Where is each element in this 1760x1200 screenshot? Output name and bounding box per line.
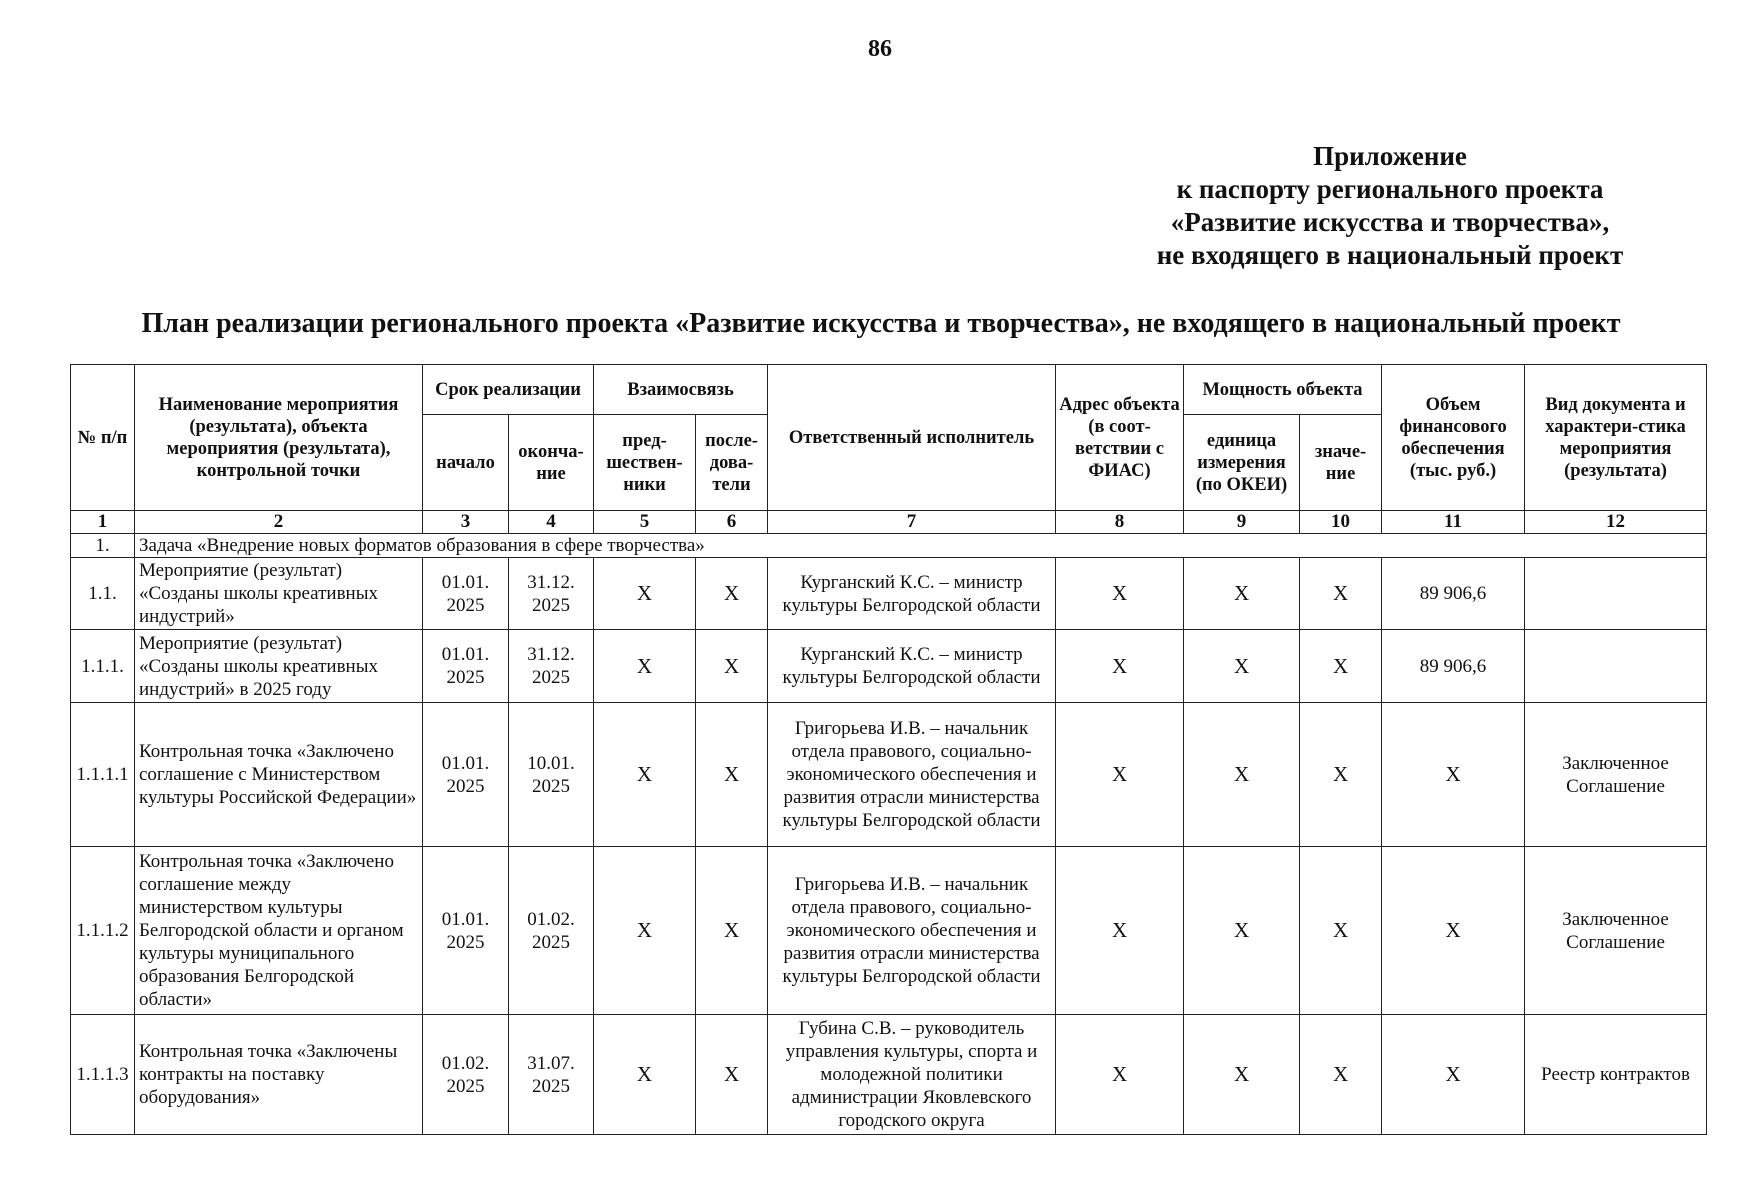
row-finance: 89 906,6 — [1382, 558, 1525, 630]
table-row — [71, 558, 1707, 630]
header-term-end: оконча-ние — [509, 415, 594, 511]
row-unit: X — [1184, 1015, 1300, 1135]
column-number-row — [71, 511, 1707, 534]
appendix-line: к паспорту регионального проекта — [1176, 174, 1604, 204]
row-next: X — [696, 1015, 768, 1135]
header-name: Наименование мероприятия (результата), объекта мероприятия (результата), контрольной точки — [135, 365, 423, 511]
task-num: 1. — [71, 534, 135, 558]
row-prev: X — [594, 630, 696, 703]
row-doc: Реестр контрактов — [1525, 1015, 1707, 1135]
row-end: 31.12. 2025 — [509, 630, 594, 703]
row-end: 10.01. 2025 — [509, 703, 594, 847]
header-address: Адрес объекта (в соот-ветствии с ФИАС) — [1056, 365, 1184, 511]
appendix-line: не входящего в национальный проект — [1156, 240, 1624, 270]
row-finance: X — [1382, 1015, 1525, 1135]
header-term-start: начало — [423, 415, 509, 511]
row-next: X — [696, 630, 768, 703]
row-value: X — [1300, 847, 1382, 1015]
table-row — [71, 1015, 1707, 1135]
column-number: 10 — [1300, 511, 1382, 534]
table-row — [71, 630, 1707, 703]
row-address: X — [1056, 630, 1184, 703]
row-start: 01.02. 2025 — [423, 1015, 509, 1135]
row-end: 01.02. 2025 — [509, 847, 594, 1015]
table-row — [71, 847, 1707, 1015]
row-address: X — [1056, 847, 1184, 1015]
page-number: 86 — [868, 36, 892, 62]
table-row — [71, 703, 1707, 847]
header-link-next: после-дова-тели — [696, 415, 768, 511]
row-responsible: Курганский К.С. – министр культуры Белгородской области — [768, 630, 1056, 703]
row-start: 01.01. 2025 — [423, 558, 509, 630]
column-number: 9 — [1184, 511, 1300, 534]
row-name: Мероприятие (результат) «Созданы школы креативных индустрий» в 2025 году — [135, 630, 423, 703]
column-number: 1 — [71, 511, 135, 534]
row-name: Мероприятие (результат) «Созданы школы креативных индустрий» — [135, 558, 423, 630]
row-finance: X — [1382, 847, 1525, 1015]
row-prev: X — [594, 847, 696, 1015]
header-link: Взаимосвязь — [594, 365, 768, 415]
row-start: 01.01. 2025 — [423, 847, 509, 1015]
row-end: 31.07. 2025 — [509, 1015, 594, 1135]
row-address: X — [1056, 703, 1184, 847]
row-next: X — [696, 703, 768, 847]
implementation-plan-table — [70, 364, 1707, 1135]
column-number: 11 — [1382, 511, 1525, 534]
row-end: 31.12. 2025 — [509, 558, 594, 630]
row-doc — [1525, 630, 1707, 703]
row-value: X — [1300, 703, 1382, 847]
row-name: Контрольная точка «Заключено соглашение между министерством культуры Белгородской области и органом культуры муниципального образования Белгородской области» — [135, 847, 423, 1015]
header-capacity-value: значе-ние — [1300, 415, 1382, 511]
row-doc: Заключенное Соглашение — [1525, 703, 1707, 847]
header-capacity-unit: единица измерения (по ОКЕИ) — [1184, 415, 1300, 511]
column-number: 8 — [1056, 511, 1184, 534]
header-responsible: Ответственный исполнитель — [768, 365, 1056, 511]
row-num: 1.1.1. — [71, 630, 135, 703]
row-address: X — [1056, 558, 1184, 630]
row-next: X — [696, 847, 768, 1015]
header-term: Срок реализации — [423, 365, 594, 415]
row-num: 1.1.1.2 — [71, 847, 135, 1015]
row-prev: X — [594, 1015, 696, 1135]
column-number: 3 — [423, 511, 509, 534]
row-next: X — [696, 558, 768, 630]
row-finance: X — [1382, 703, 1525, 847]
column-number: 7 — [768, 511, 1056, 534]
row-doc — [1525, 558, 1707, 630]
row-responsible: Губина С.В. – руководитель управления культуры, спорта и молодежной политики администрации Яковлевского городского округа — [768, 1015, 1056, 1135]
appendix-line: Приложение — [1313, 141, 1467, 171]
column-number: 12 — [1525, 511, 1707, 534]
row-unit: X — [1184, 703, 1300, 847]
task-row — [71, 534, 1707, 558]
row-num: 1.1.1.1 — [71, 703, 135, 847]
row-responsible: Григорьева И.В. – начальник отдела правового, социально-экономического обеспечения и развития отрасли министерства культуры Белгородской области — [768, 847, 1056, 1015]
row-start: 01.01. 2025 — [423, 703, 509, 847]
row-value: X — [1300, 630, 1382, 703]
header-num: № п/п — [71, 365, 135, 511]
column-number: 5 — [594, 511, 696, 534]
row-unit: X — [1184, 630, 1300, 703]
appendix-line: «Развитие искусства и творчества», — [1170, 207, 1610, 237]
row-responsible: Курганский К.С. – министр культуры Белгородской области — [768, 558, 1056, 630]
row-name: Контрольная точка «Заключено соглашение с Министерством культуры Российской Федерации» — [135, 703, 423, 847]
header-finance: Объем финансового обеспечения (тыс. руб.) — [1382, 365, 1525, 511]
row-responsible: Григорьева И.В. – начальник отдела правового, социально-экономического обеспечения и развития отрасли министерства культуры Белгородской области — [768, 703, 1056, 847]
row-finance: 89 906,6 — [1382, 630, 1525, 703]
row-unit: X — [1184, 847, 1300, 1015]
row-prev: X — [594, 558, 696, 630]
appendix-heading — [1110, 140, 1670, 272]
row-value: X — [1300, 558, 1382, 630]
task-text: Задача «Внедрение новых форматов образования в сфере творчества» — [135, 534, 1707, 558]
row-doc: Заключенное Соглашение — [1525, 847, 1707, 1015]
row-name: Контрольная точка «Заключены контракты на поставку оборудования» — [135, 1015, 423, 1135]
column-number: 6 — [696, 511, 768, 534]
row-prev: X — [594, 703, 696, 847]
row-value: X — [1300, 1015, 1382, 1135]
row-address: X — [1056, 1015, 1184, 1135]
column-number: 2 — [135, 511, 423, 534]
header-capacity: Мощность объекта — [1184, 365, 1382, 415]
row-num: 1.1. — [71, 558, 135, 630]
column-number: 4 — [509, 511, 594, 534]
header-doc: Вид документа и характери-стика мероприятия (результата) — [1525, 365, 1707, 511]
plan-title: План реализации регионального проекта «Развитие искусства и творчества», не входящего в национальный проект — [141, 308, 1621, 339]
header-link-prev: пред-шествен-ники — [594, 415, 696, 511]
row-unit: X — [1184, 558, 1300, 630]
row-num: 1.1.1.3 — [71, 1015, 135, 1135]
row-start: 01.01. 2025 — [423, 630, 509, 703]
